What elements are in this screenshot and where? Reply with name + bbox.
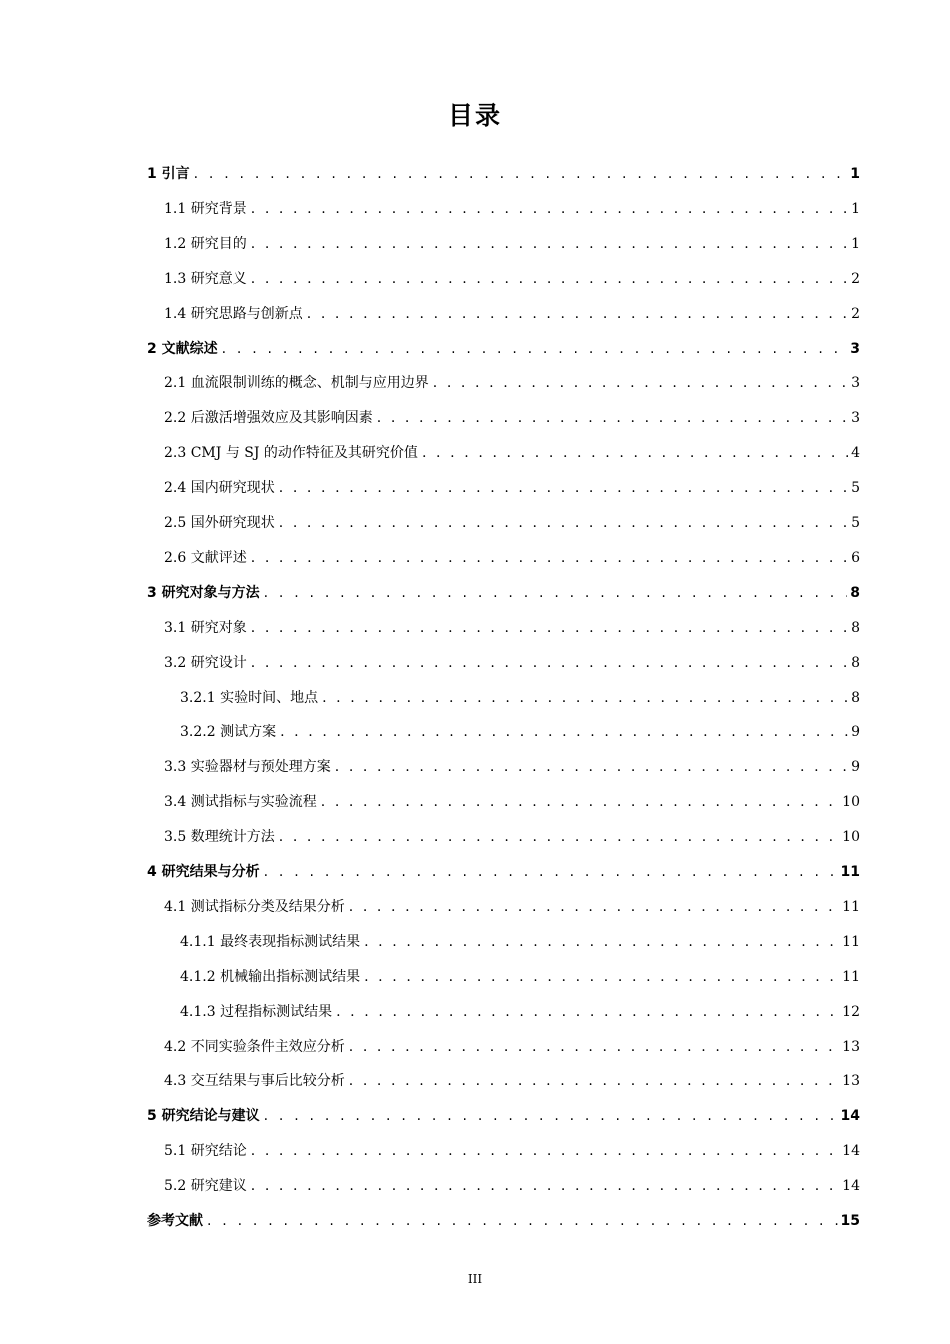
toc-entry[interactable]	[180, 687, 860, 709]
toc-entry-label: 1 引言	[147, 166, 190, 182]
toc-entry[interactable]	[147, 163, 860, 185]
toc-dot-leader	[422, 442, 848, 464]
toc-dot-leader	[279, 512, 848, 534]
toc-dot-leader	[251, 268, 848, 290]
toc-entry-label: 2.1 血流限制训练的概念、机制与应用边界	[164, 375, 429, 392]
toc-entry-page: 3	[850, 340, 860, 357]
toc-entry-label: 4.2 不同实验条件主效应分析	[164, 1038, 345, 1055]
toc-entry[interactable]	[180, 1001, 860, 1023]
toc-entry-label: 5 研究结论与建议	[147, 1108, 260, 1125]
toc-entry-label: 3.4 测试指标与实验流程	[164, 794, 317, 811]
toc-entry-label: 4.1.3 过程指标测试结果	[180, 1003, 333, 1020]
toc-entry-label: 5.1 研究结论	[164, 1143, 247, 1160]
toc-entry-page: 8	[850, 584, 860, 601]
toc-entry[interactable]	[164, 303, 860, 325]
toc-entry[interactable]	[164, 1036, 860, 1058]
toc-entry-label: 4.3 交互结果与事后比较分析	[164, 1073, 345, 1090]
toc-entry[interactable]	[180, 931, 860, 953]
toc-entry[interactable]	[164, 407, 860, 429]
toc-entry[interactable]	[164, 1175, 860, 1197]
toc-entry-page: 8	[851, 654, 860, 671]
toc-entry-label: 1.4 研究思路与创新点	[164, 305, 303, 322]
page-title: 目录	[447, 101, 502, 130]
toc-dot-leader	[307, 303, 848, 325]
toc-dot-leader	[349, 1036, 839, 1058]
toc-entry-page: 13	[842, 1073, 860, 1090]
page-number: III	[467, 1272, 483, 1286]
toc-entry-label: 1.3 研究意义	[164, 270, 247, 287]
toc-entry[interactable]	[164, 652, 860, 674]
toc-dot-leader	[251, 1140, 839, 1162]
toc-entry-page: 2	[851, 305, 860, 322]
toc-entry-page: 14	[840, 1108, 860, 1125]
toc-entry-label: 4.1 测试指标分类及结果分析	[164, 898, 345, 915]
toc-dot-leader	[377, 407, 848, 429]
toc-entry-page: 4	[851, 445, 860, 462]
toc-dot-leader	[251, 652, 848, 674]
toc-entry-page: 3	[851, 410, 860, 427]
toc-entry[interactable]	[164, 477, 860, 499]
toc-entry-label: 1.1 研究背景	[164, 200, 247, 217]
toc-dot-leader	[364, 931, 839, 953]
toc-dot-leader	[194, 163, 848, 185]
toc-entry-page: 14	[842, 1178, 860, 1195]
toc-entry[interactable]	[147, 861, 860, 883]
toc-entry-page: 1	[851, 200, 860, 217]
toc-entry-page: 10	[842, 829, 860, 846]
toc-dot-leader	[251, 233, 848, 255]
toc-entry[interactable]	[147, 1210, 860, 1232]
toc-entry-label: 2.4 国内研究现状	[164, 480, 275, 497]
toc-entry[interactable]	[180, 721, 860, 743]
toc-dot-leader	[264, 582, 848, 604]
table-of-contents	[0, 163, 950, 1263]
toc-entry-page: 9	[851, 724, 860, 741]
toc-dot-leader	[222, 338, 848, 360]
toc-entry-page: 11	[840, 864, 860, 880]
toc-entry-label: 2.2 后激活增强效应及其影响因素	[164, 410, 373, 427]
toc-entry[interactable]	[164, 372, 860, 394]
toc-entry[interactable]	[164, 268, 860, 290]
toc-dot-leader	[335, 756, 848, 778]
toc-entry-label: 参考文献	[147, 1213, 203, 1229]
toc-entry-label: 2 文献综述	[147, 340, 218, 357]
toc-entry[interactable]	[147, 582, 860, 604]
toc-entry[interactable]	[164, 1140, 860, 1162]
toc-entry-page: 11	[842, 968, 860, 985]
toc-entry-page: 9	[851, 759, 860, 776]
toc-dot-leader	[364, 966, 839, 988]
toc-dot-leader	[280, 721, 848, 743]
toc-entry-page: 13	[842, 1038, 860, 1055]
toc-dot-leader	[336, 1001, 839, 1023]
toc-entry-page: 8	[851, 689, 860, 706]
toc-entry-page: 1	[850, 166, 860, 182]
toc-entry-label: 3.3 实验器材与预处理方案	[164, 759, 331, 776]
toc-entry-page: 11	[842, 933, 860, 950]
toc-entry[interactable]	[164, 791, 860, 813]
toc-dot-leader	[321, 791, 839, 813]
toc-entry-page: 15	[840, 1213, 860, 1229]
toc-entry-label: 1.2 研究目的	[164, 235, 247, 252]
toc-entry[interactable]	[164, 1070, 860, 1092]
toc-entry[interactable]	[164, 198, 860, 220]
toc-entry-page: 5	[851, 515, 860, 531]
toc-dot-leader	[279, 826, 839, 848]
toc-entry[interactable]	[164, 547, 860, 569]
toc-entry-label: 5.2 研究建议	[164, 1178, 247, 1195]
toc-entry-page: 8	[851, 619, 860, 636]
toc-entry-label: 3 研究对象与方法	[147, 584, 260, 601]
toc-entry-label: 3.2.1 实验时间、地点	[180, 689, 319, 706]
toc-entry-label: 4.1.2 机械输出指标测试结果	[180, 968, 361, 985]
toc-dot-leader	[349, 1070, 839, 1092]
toc-entry-label: 2.3 CMJ 与 SJ 的动作特征及其研究价值	[164, 445, 418, 462]
toc-entry-page: 12	[842, 1003, 860, 1020]
toc-entry-label: 3.1 研究对象	[164, 619, 247, 636]
toc-entry[interactable]	[164, 442, 860, 464]
toc-entry[interactable]	[180, 966, 860, 988]
toc-entry-label: 2.5 国外研究现状	[164, 515, 275, 531]
toc-dot-leader	[349, 896, 839, 918]
toc-entry[interactable]	[164, 617, 860, 639]
toc-entry-page: 14	[842, 1143, 860, 1160]
toc-entry-label: 3.2 研究设计	[164, 654, 247, 671]
toc-entry-page: 3	[851, 375, 860, 392]
toc-entry-page: 1	[851, 235, 860, 252]
toc-entry-label: 3.2.2 测试方案	[180, 724, 277, 741]
toc-entry-label: 2.6 文献评述	[164, 549, 247, 566]
toc-dot-leader	[251, 617, 848, 639]
toc-entry-page: 10	[842, 794, 860, 811]
toc-dot-leader	[251, 198, 848, 220]
toc-dot-leader	[207, 1210, 838, 1232]
toc-entry-page: 5	[851, 480, 860, 497]
toc-dot-leader	[251, 1175, 839, 1197]
toc-entry[interactable]	[147, 338, 860, 360]
toc-entry[interactable]	[164, 826, 860, 848]
toc-dot-leader	[251, 547, 848, 569]
toc-entry-page: 2	[851, 270, 860, 287]
toc-entry[interactable]	[164, 896, 860, 918]
toc-entry-label: 3.5 数理统计方法	[164, 829, 275, 846]
toc-dot-leader	[264, 861, 838, 883]
toc-dot-leader	[264, 1105, 838, 1127]
toc-entry[interactable]	[147, 1105, 860, 1127]
toc-entry[interactable]	[164, 756, 860, 778]
toc-dot-leader	[322, 687, 848, 709]
toc-entry[interactable]	[164, 233, 860, 255]
toc-entry-page: 6	[851, 549, 860, 566]
toc-entry-label: 4.1.1 最终表现指标测试结果	[180, 933, 361, 950]
toc-dot-leader	[279, 477, 848, 499]
toc-entry[interactable]	[164, 512, 860, 534]
toc-dot-leader	[433, 372, 848, 394]
toc-entry-label: 4 研究结果与分析	[147, 864, 260, 880]
toc-entry-page: 11	[842, 898, 860, 915]
